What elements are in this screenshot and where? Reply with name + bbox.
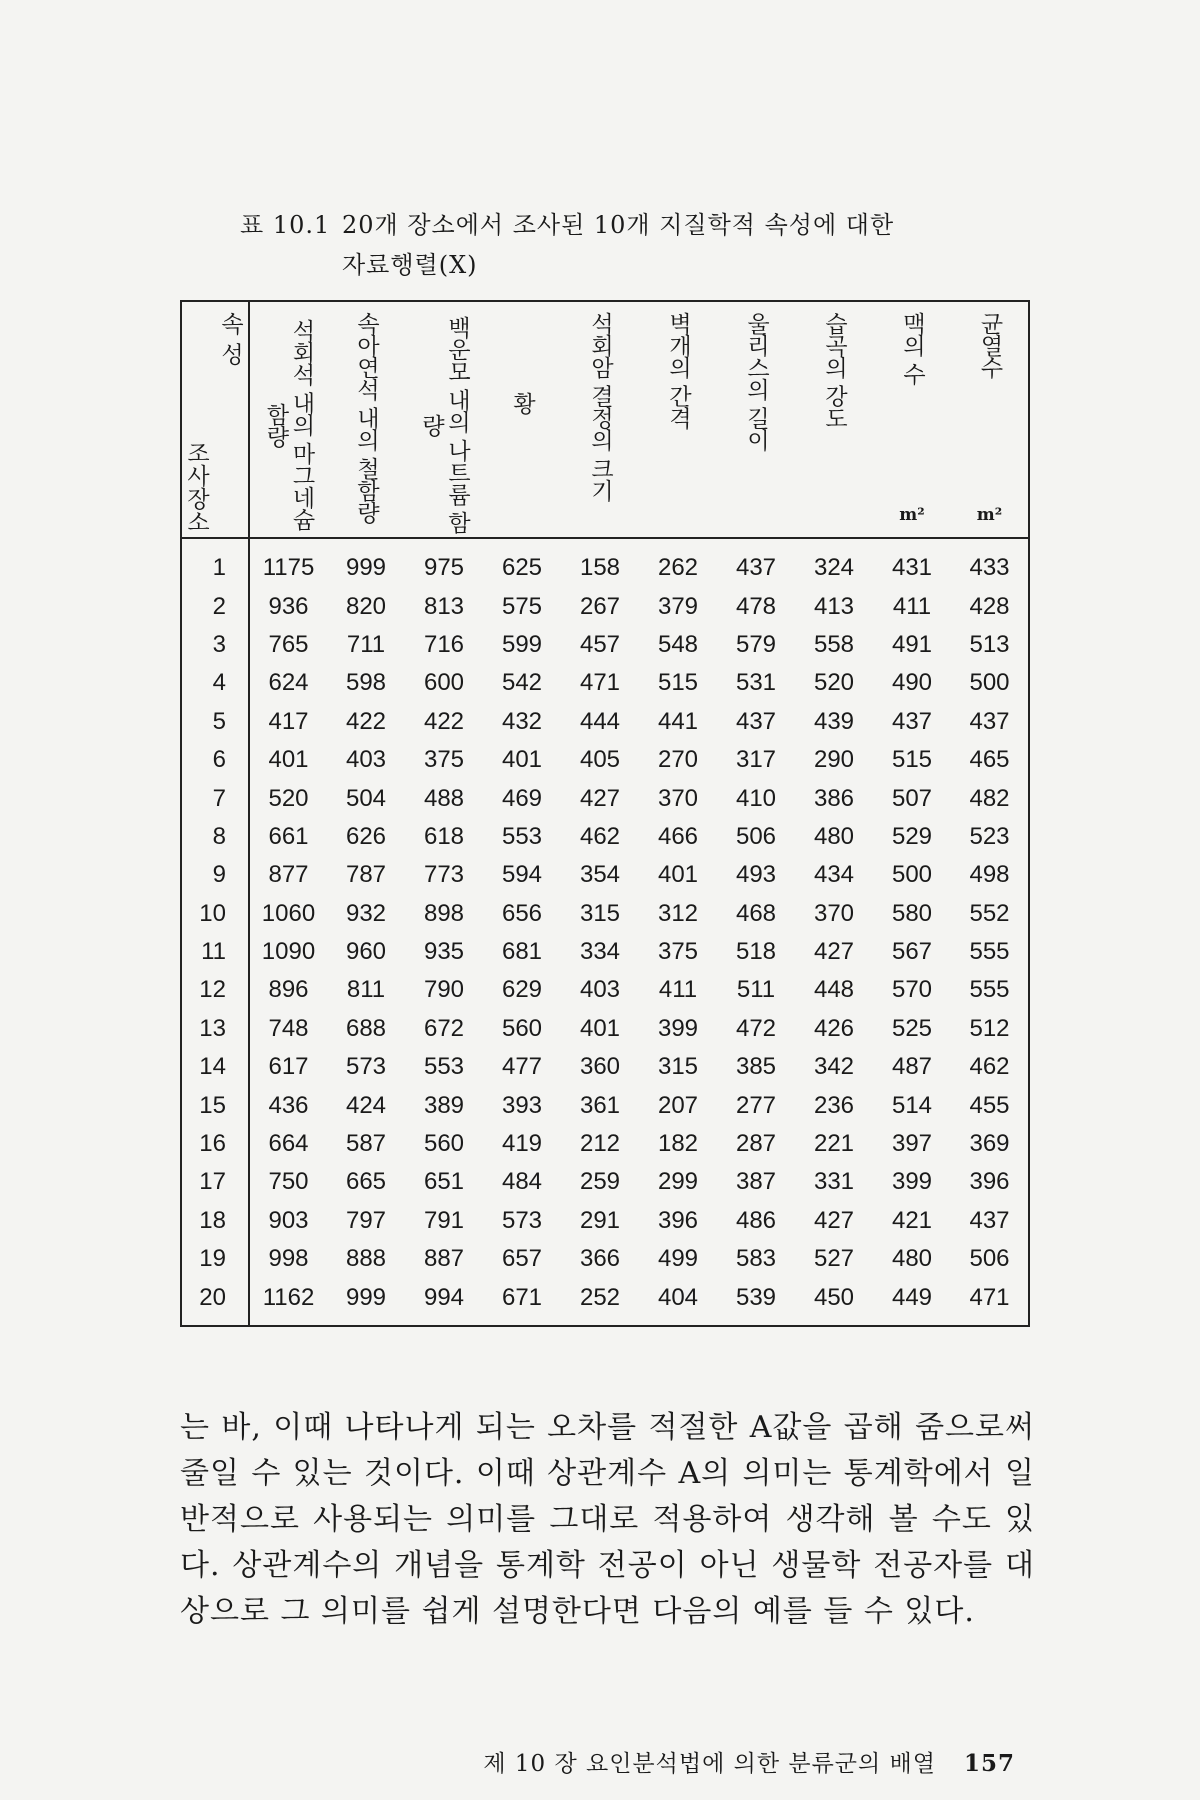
value-cell: 681 (501, 938, 543, 966)
value-cell: 431 (891, 554, 933, 582)
value-cell: 477 (501, 1053, 543, 1081)
value-cell: 493 (735, 861, 777, 889)
table-row (181, 703, 1029, 741)
value-cell: 379 (657, 592, 699, 620)
value-cell: 410 (735, 784, 777, 812)
value-cell: 354 (579, 861, 621, 889)
value-cell: 484 (501, 1168, 543, 1196)
site-number-cell: 8 (181, 818, 249, 856)
site-number-cell: 1 (181, 538, 249, 587)
value-cell: 896 (268, 976, 309, 1004)
value-cell: 468 (735, 899, 777, 927)
column-header (717, 301, 795, 538)
value-cell: 424 (345, 1091, 387, 1119)
value-cell: 558 (813, 630, 855, 658)
site-number-cell: 9 (181, 856, 249, 894)
value-cell: 617 (268, 1053, 309, 1081)
value-cell: 396 (657, 1206, 699, 1234)
value-cell: 688 (345, 1014, 387, 1042)
page-number: 157 (963, 1750, 1015, 1777)
value-cell: 486 (735, 1206, 777, 1234)
table-row (181, 1278, 1029, 1325)
value-cell: 520 (268, 784, 309, 812)
value-cell: 401 (268, 746, 309, 774)
value-cell: 397 (891, 1130, 933, 1158)
value-cell: 471 (969, 1283, 1010, 1311)
corner-header (181, 301, 249, 538)
value-cell: 877 (268, 861, 309, 889)
value-cell: 1175 (262, 554, 315, 582)
value-cell: 428 (969, 592, 1010, 620)
data-matrix-table-wrapper (180, 300, 1030, 1327)
site-number-cell: 17 (181, 1163, 249, 1201)
value-cell: 403 (579, 976, 621, 1004)
value-cell: 480 (813, 822, 855, 850)
value-cell: 252 (579, 1283, 621, 1311)
value-cell: 393 (501, 1091, 543, 1119)
value-cell: 555 (969, 938, 1010, 966)
value-cell: 999 (345, 554, 387, 582)
value-cell: 573 (501, 1206, 543, 1234)
value-cell: 531 (735, 669, 777, 697)
value-cell: 403 (345, 746, 387, 774)
value-cell: 334 (579, 938, 621, 966)
value-cell: 399 (657, 1014, 699, 1042)
value-cell: 507 (891, 784, 933, 812)
table-row (181, 1163, 1029, 1201)
value-cell: 598 (345, 669, 387, 697)
table-row (181, 587, 1029, 625)
value-cell: 315 (579, 899, 621, 927)
value-cell: 433 (969, 554, 1010, 582)
value-cell: 787 (345, 861, 387, 889)
value-cell: 291 (579, 1206, 621, 1234)
column-header-label: 백운모 내의 나트륨 함량 (418, 316, 470, 533)
column-header-label: 석회암 결정의 크기 (587, 312, 613, 501)
value-cell: 491 (891, 630, 933, 658)
site-number-cell: 20 (181, 1278, 249, 1325)
column-header (483, 301, 561, 538)
value-cell: 441 (657, 707, 699, 735)
value-cell: 437 (969, 707, 1010, 735)
value-cell: 360 (579, 1053, 621, 1081)
value-cell: 553 (501, 822, 543, 850)
body-paragraph: 는 바, 이때 나타나게 되는 오차를 적절한 A값을 곱해 줌으로써 줄일 수 있는 것이다. 이때 상관계수 A의 의미는 통계학에서 일반적으로 사용되는 의미를 그대로 적용하여 생각해 볼 수도 있다. 상관계수의 개념을 통계학 전공이 아닌 생물학 전공자를 대상으로 그 의미를 쉽게 설명한다면 다음의 예를 들 수 있다. (180, 1410, 1035, 1629)
value-cell: 462 (579, 822, 621, 850)
column-header (249, 301, 327, 538)
value-cell: 657 (501, 1245, 543, 1273)
table-row (181, 741, 1029, 779)
site-number-cell: 10 (181, 895, 249, 933)
table-row (181, 1086, 1029, 1124)
value-cell: 750 (268, 1168, 309, 1196)
value-cell: 903 (268, 1206, 309, 1234)
value-cell: 656 (501, 899, 543, 927)
value-cell: 478 (735, 592, 777, 620)
value-cell: 422 (345, 707, 387, 735)
value-cell: 813 (423, 592, 465, 620)
site-number-cell: 16 (181, 1125, 249, 1163)
value-cell: 587 (345, 1130, 387, 1158)
column-header-label: 황 (509, 392, 535, 414)
value-cell: 599 (501, 630, 543, 658)
site-number-cell: 19 (181, 1240, 249, 1278)
header-row (181, 301, 1029, 538)
table-row (181, 971, 1029, 1009)
value-cell: 529 (891, 822, 933, 850)
value-cell: 773 (423, 861, 465, 889)
value-cell: 488 (423, 784, 465, 812)
value-cell: 450 (813, 1283, 855, 1311)
value-cell: 437 (969, 1206, 1010, 1234)
value-cell: 994 (423, 1283, 465, 1311)
value-cell: 421 (891, 1206, 933, 1234)
site-number-cell: 18 (181, 1202, 249, 1240)
value-cell: 434 (813, 861, 855, 889)
value-cell: 898 (423, 899, 465, 927)
table-row (181, 1125, 1029, 1163)
column-unit: m² (976, 505, 1003, 525)
value-cell: 542 (501, 669, 543, 697)
value-cell: 482 (969, 784, 1010, 812)
value-cell: 389 (423, 1091, 465, 1119)
column-header-label: 속아연석 내의 철함량 (353, 312, 379, 523)
table-row (181, 1010, 1029, 1048)
value-cell: 270 (657, 746, 699, 774)
value-cell: 960 (345, 938, 387, 966)
value-cell: 513 (969, 630, 1010, 658)
value-cell: 936 (268, 592, 309, 620)
site-number-cell: 11 (181, 933, 249, 971)
value-cell: 277 (735, 1091, 777, 1119)
value-cell: 411 (658, 976, 698, 1004)
value-cell: 567 (891, 938, 933, 966)
value-cell: 342 (813, 1053, 855, 1081)
value-cell: 626 (345, 822, 387, 850)
value-cell: 518 (735, 938, 777, 966)
value-cell: 555 (969, 976, 1010, 1004)
value-cell: 998 (268, 1245, 309, 1273)
page-footer (483, 1745, 1015, 1778)
value-cell: 324 (813, 554, 855, 582)
value-cell: 1060 (261, 899, 316, 927)
value-cell: 790 (423, 976, 465, 1004)
table-row (181, 895, 1029, 933)
value-cell: 661 (268, 822, 309, 850)
column-header-label: 벽개의 간격 (665, 312, 691, 429)
value-cell: 432 (501, 707, 543, 735)
table-row (181, 538, 1029, 587)
value-cell: 366 (579, 1245, 621, 1273)
value-cell: 511 (736, 976, 776, 1004)
value-cell: 455 (969, 1091, 1010, 1119)
column-header-label: 울리스의 길이 (743, 312, 769, 451)
value-cell: 444 (579, 707, 621, 735)
value-cell: 515 (657, 669, 699, 697)
value-cell: 560 (423, 1130, 465, 1158)
column-header (795, 301, 873, 538)
column-header-label: 맥의 수 (899, 312, 925, 385)
value-cell: 426 (813, 1014, 855, 1042)
table-row (181, 1240, 1029, 1278)
value-cell: 469 (501, 784, 543, 812)
value-cell: 465 (969, 746, 1010, 774)
value-cell: 548 (657, 630, 699, 658)
value-cell: 399 (891, 1168, 933, 1196)
value-cell: 514 (891, 1091, 933, 1119)
value-cell: 575 (501, 592, 543, 620)
value-cell: 520 (813, 669, 855, 697)
value-cell: 570 (891, 976, 933, 1004)
value-cell: 765 (268, 630, 309, 658)
column-unit: m² (899, 505, 925, 525)
value-cell: 221 (813, 1130, 855, 1158)
site-number-cell: 7 (181, 779, 249, 817)
value-cell: 664 (268, 1130, 309, 1158)
value-cell: 299 (657, 1168, 699, 1196)
value-cell: 573 (345, 1053, 387, 1081)
value-cell: 462 (969, 1053, 1010, 1081)
value-cell: 267 (579, 592, 621, 620)
site-number-cell: 6 (181, 741, 249, 779)
site-number-cell: 15 (181, 1086, 249, 1124)
site-number-cell: 14 (181, 1048, 249, 1086)
value-cell: 820 (345, 592, 387, 620)
value-cell: 411 (892, 592, 932, 620)
site-number-cell: 5 (181, 703, 249, 741)
value-cell: 312 (657, 899, 699, 927)
value-cell: 811 (346, 976, 386, 1004)
value-cell: 932 (345, 899, 387, 927)
value-cell: 331 (813, 1168, 855, 1196)
table-row (181, 626, 1029, 664)
value-cell: 361 (579, 1091, 621, 1119)
column-header (951, 301, 1029, 538)
table-row (181, 818, 1029, 856)
value-cell: 182 (657, 1130, 699, 1158)
value-cell: 665 (345, 1168, 387, 1196)
value-cell: 422 (423, 707, 465, 735)
caption-line1: 20개 장소에서 조사된 10개 지질학적 속성에 대한 (342, 211, 895, 239)
value-cell: 500 (891, 861, 933, 889)
value-cell: 427 (813, 1206, 855, 1234)
value-cell: 975 (423, 554, 465, 582)
value-cell: 417 (268, 707, 309, 735)
value-cell: 262 (657, 554, 699, 582)
value-cell: 370 (657, 784, 699, 812)
value-cell: 523 (969, 822, 1010, 850)
value-cell: 579 (735, 630, 777, 658)
value-cell: 527 (813, 1245, 855, 1273)
value-cell: 401 (579, 1014, 621, 1042)
value-cell: 594 (501, 861, 543, 889)
column-header (873, 301, 951, 538)
table-row (181, 664, 1029, 702)
value-cell: 999 (345, 1283, 387, 1311)
value-cell: 791 (423, 1206, 465, 1234)
value-cell: 315 (657, 1053, 699, 1081)
value-cell: 498 (969, 861, 1010, 889)
value-cell: 711 (346, 630, 386, 658)
table-row (181, 1202, 1029, 1240)
value-cell: 480 (891, 1245, 933, 1273)
value-cell: 290 (813, 746, 855, 774)
value-cell: 212 (579, 1130, 621, 1158)
value-cell: 506 (735, 822, 777, 850)
corner-site-label: 조사장소 (183, 441, 209, 533)
value-cell: 583 (735, 1245, 777, 1273)
value-cell: 437 (735, 707, 777, 735)
corner-attribute-label: 속 성 (217, 312, 243, 366)
value-cell: 236 (813, 1091, 855, 1119)
table-row (181, 779, 1029, 817)
value-cell: 158 (579, 554, 621, 582)
value-cell: 618 (423, 822, 465, 850)
value-cell: 413 (813, 592, 855, 620)
value-cell: 387 (735, 1168, 777, 1196)
value-cell: 386 (813, 784, 855, 812)
value-cell: 887 (423, 1245, 465, 1273)
column-header (561, 301, 639, 538)
value-cell: 457 (579, 630, 621, 658)
value-cell: 629 (501, 976, 543, 1004)
value-cell: 436 (268, 1091, 309, 1119)
value-cell: 797 (345, 1206, 387, 1234)
value-cell: 500 (969, 669, 1010, 697)
column-header (327, 301, 405, 538)
value-cell: 716 (423, 630, 465, 658)
value-cell: 439 (813, 707, 855, 735)
value-cell: 449 (891, 1283, 933, 1311)
chapter-title: 제 10 장 요인분석법에 의한 분류군의 배열 (483, 1751, 936, 1777)
value-cell: 375 (423, 746, 465, 774)
value-cell: 625 (501, 554, 543, 582)
value-cell: 1090 (261, 938, 316, 966)
value-cell: 553 (423, 1053, 465, 1081)
site-number-cell: 13 (181, 1010, 249, 1048)
value-cell: 671 (501, 1283, 543, 1311)
value-cell: 506 (969, 1245, 1010, 1273)
site-number-cell: 2 (181, 587, 249, 625)
value-cell: 405 (579, 746, 621, 774)
value-cell: 396 (969, 1168, 1010, 1196)
site-number-cell: 4 (181, 664, 249, 702)
value-cell: 539 (735, 1283, 777, 1311)
value-cell: 1162 (262, 1283, 315, 1311)
column-header-label: 석회석 내의 마그네슘 함량 (262, 319, 315, 530)
column-header (405, 301, 483, 538)
table-caption (240, 205, 1040, 285)
value-cell: 404 (657, 1283, 699, 1311)
column-header-label: 습곡의 강도 (821, 312, 847, 429)
value-cell: 888 (345, 1245, 387, 1273)
value-cell: 624 (268, 669, 309, 697)
caption-line2: 자료행렬(X) (342, 251, 478, 279)
value-cell: 437 (891, 707, 933, 735)
value-cell: 427 (813, 938, 855, 966)
value-cell: 259 (579, 1168, 621, 1196)
value-cell: 600 (423, 669, 465, 697)
value-cell: 651 (423, 1168, 465, 1196)
table-row (181, 1048, 1029, 1086)
column-header-label: 균열수 (976, 312, 1003, 378)
table-row (181, 933, 1029, 971)
value-cell: 580 (891, 899, 933, 927)
value-cell: 427 (579, 784, 621, 812)
value-cell: 472 (735, 1014, 777, 1042)
value-cell: 748 (268, 1014, 309, 1042)
value-cell: 437 (735, 554, 777, 582)
value-cell: 471 (579, 669, 621, 697)
value-cell: 448 (813, 976, 855, 1004)
value-cell: 385 (735, 1053, 777, 1081)
value-cell: 207 (657, 1091, 699, 1119)
value-cell: 935 (423, 938, 465, 966)
value-cell: 552 (969, 899, 1010, 927)
site-number-cell: 12 (181, 971, 249, 1009)
value-cell: 525 (891, 1014, 933, 1042)
value-cell: 490 (891, 669, 933, 697)
value-cell: 515 (891, 746, 933, 774)
value-cell: 560 (501, 1014, 543, 1042)
value-cell: 419 (501, 1130, 543, 1158)
value-cell: 466 (657, 822, 699, 850)
value-cell: 401 (501, 746, 543, 774)
value-cell: 672 (423, 1014, 465, 1042)
data-matrix-table (180, 300, 1030, 1327)
value-cell: 487 (891, 1053, 933, 1081)
value-cell: 499 (657, 1245, 699, 1273)
value-cell: 317 (735, 746, 777, 774)
site-number-cell: 3 (181, 626, 249, 664)
value-cell: 287 (735, 1130, 777, 1158)
table-row (181, 856, 1029, 894)
value-cell: 375 (657, 938, 699, 966)
table-body (181, 538, 1029, 1326)
value-cell: 401 (657, 861, 699, 889)
value-cell: 512 (969, 1014, 1010, 1042)
column-header (639, 301, 717, 538)
value-cell: 369 (969, 1130, 1010, 1158)
value-cell: 370 (813, 899, 855, 927)
caption-label: 표 10.1 (240, 211, 331, 239)
value-cell: 504 (345, 784, 387, 812)
